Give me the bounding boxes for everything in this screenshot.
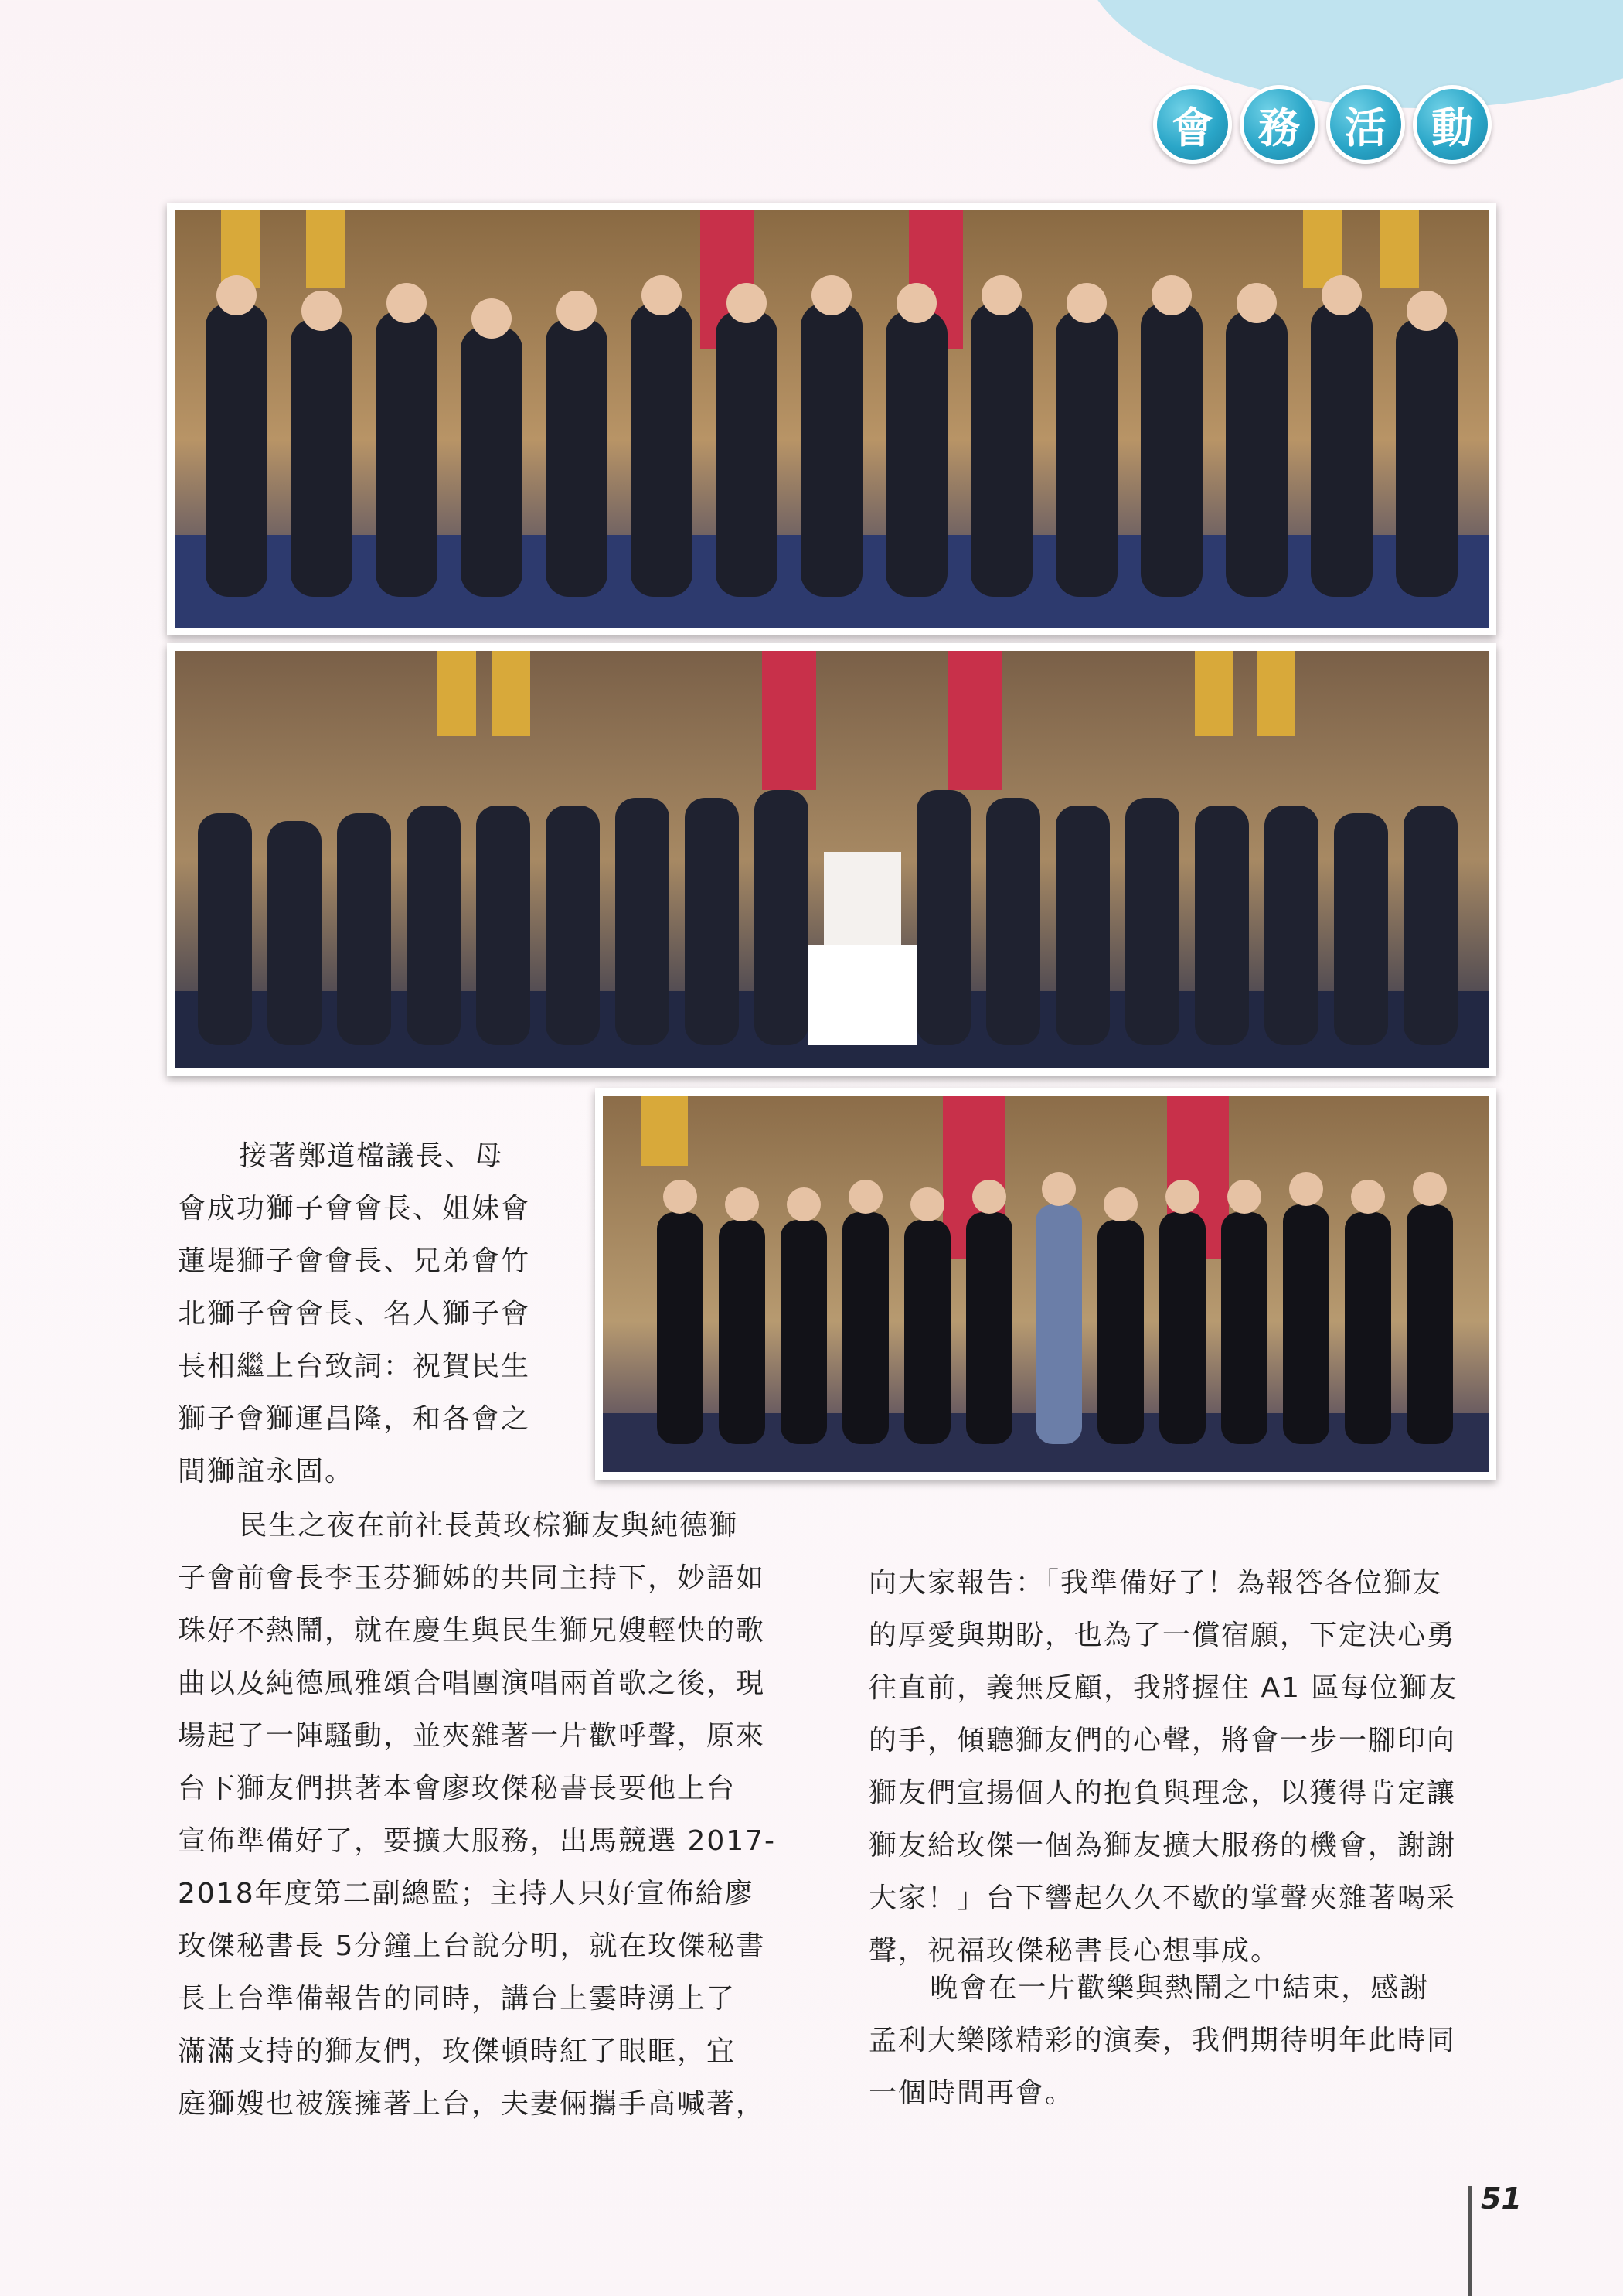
paragraph-text: 民生之夜在前社長黃玫棕獅友與純德獅 子會前會長李玉芬獅姊的共同主持下，妙語如 珠好不熱鬧，就在慶生與民生獅兄嫂輕快的歌 曲以及純德風雅頌合唱團演唱兩首歌之後，現 場起了一陣騷動，並夾雜著一片歡呼聲，原來 台下獅友們拱著本會廖玫傑秘書長要他上台 宣佈準備好了，要擴大服務，出馬競選 2017- 2018年度第二副總監；主持人只好宣佈給廖 玫傑秘書長 5分鐘上台說分明，就在玫傑秘書 長上台準備報告的同時，講台上霎時湧上了 滿滿支持的獅友們，玫傑頓時紅了眼眶，宜 庭獅嫂也被簇擁著上台，夫妻倆攜手高喊著， bbox=[178, 1510, 777, 2120]
section-title-char: 動 bbox=[1413, 85, 1492, 164]
page-number-rule bbox=[1468, 2186, 1472, 2296]
photo-group-men bbox=[167, 203, 1496, 635]
article-paragraph-1 bbox=[178, 1130, 580, 1498]
section-title-char: 會 bbox=[1153, 85, 1232, 164]
section-title-char: 務 bbox=[1240, 85, 1318, 164]
photo-choir bbox=[595, 1088, 1496, 1480]
section-title-char: 活 bbox=[1326, 85, 1405, 164]
photo-cake-cutting bbox=[167, 643, 1496, 1076]
page-number: 51 bbox=[1481, 2182, 1522, 2216]
article-paragraph-2 bbox=[178, 1500, 796, 2131]
paragraph-text: 向大家報告：「我準備好了！為報答各位獅友 的厚愛與期盼，也為了一償宿願，下定決心勇 往直前，義無反顧，我將握住 A1 區每位獅友 的手，傾聽獅友們的心聲，將會一步一腳印向 獅友們宣揚個人的抱負與理念，以獲得肯定讓 獅友給玫傑一個為獅友擴大服務的機會，謝謝 大家！」台下響起久久不歇的掌聲夾雜著喝采 聲，祝福玫傑秘書長心想事成。 bbox=[869, 1567, 1458, 1967]
article-paragraph-3 bbox=[869, 1557, 1487, 1977]
paragraph-text: 晚會在一片歡樂與熱鬧之中結束，感謝 孟利大樂隊精彩的演奏，我們期待明年此時同 一個時間再會。 bbox=[869, 1972, 1457, 2109]
section-title bbox=[1153, 85, 1492, 164]
article-paragraph-4 bbox=[869, 1962, 1487, 2120]
paragraph-text: 接著鄭道檔議長、母 會成功獅子會會長、姐妹會 蓮堤獅子會會長、兄弟會竹 北獅子會會長、名人獅子會 長相繼上台致詞：祝賀民生 獅子會獅運昌隆，和各會之 間獅誼永固。 bbox=[178, 1140, 531, 1487]
